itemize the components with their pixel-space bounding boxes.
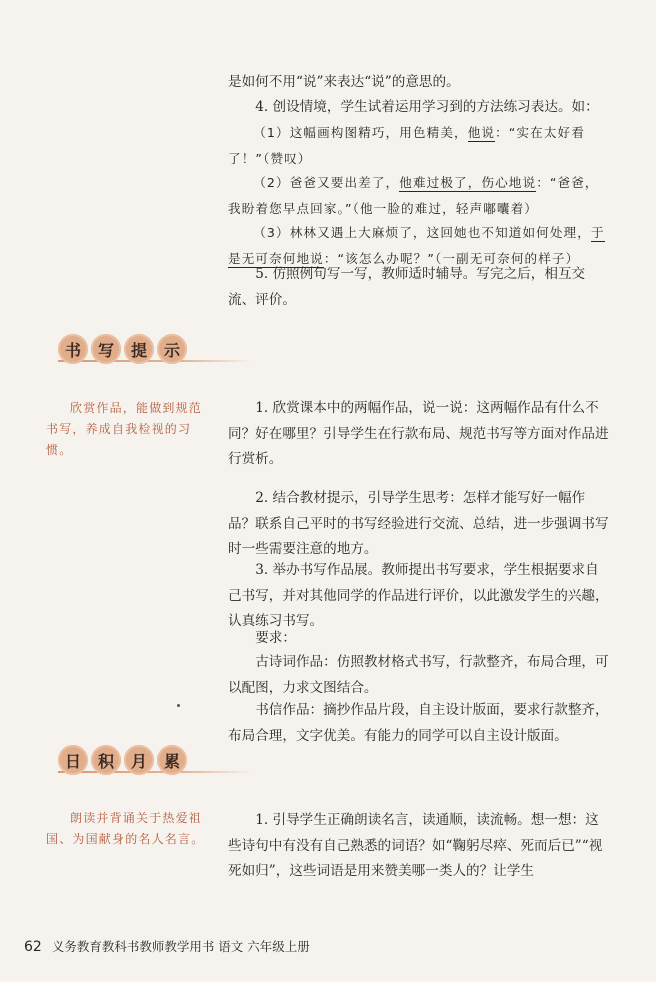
heading-char: 书 <box>58 334 88 364</box>
side-note-writing: 欣赏作品，能做到规范书写，养成自我检视的习惯。 <box>46 401 203 457</box>
book-title: 义务教育教科书教师教学用书 语文 六年级上册 <box>51 939 310 954</box>
page-number: 62 <box>24 939 42 955</box>
heading-char: 日 <box>58 745 88 775</box>
side-note-daily: 朗读并背诵关于热爱祖国、为国献身的名人名言。 <box>46 811 205 846</box>
item-5: 5. 仿照例句写一写，教师适时辅导。写完之后，相互交流、评价。 <box>228 266 586 308</box>
writing-requirements: 要求： <box>255 630 296 646</box>
heading-char: 月 <box>124 745 154 775</box>
writing-p1: 1. 欣赏课本中的两幅作品，说一说：这两幅作品有什么不同？好在哪里？引导学生在行款布局、规范书写等方面对作品进行赏析。 <box>228 400 609 467</box>
heading-char: 累 <box>157 745 187 775</box>
intro-line: 是如何不用“说”来表达“说”的意思的。 <box>228 74 460 90</box>
writing-p2: 2. 结合教材提示，引导学生思考：怎样才能写好一幅作品？联系自己平时的书写经验进行交流、总结，进一步强调书写时一些需要注意的地方。 <box>228 490 609 557</box>
heading-char: 提 <box>124 334 154 364</box>
writing-letter-req: 书信作品：摘抄作品片段，自主设计版面，要求行款整齐，布局合理，文字优美。有能力的同学可以自主设计版面。 <box>228 702 609 744</box>
writing-poem-req: 古诗词作品：仿照教材格式书写，行款整齐，布局合理，可以配图，力求文图结合。 <box>228 654 609 696</box>
example-1-underline: 他说 <box>467 125 496 140</box>
stray-dot <box>177 704 180 707</box>
section-heading-daily <box>58 743 187 777</box>
example-2-underline: 他难过极了，伤心地说 <box>399 175 537 190</box>
heading-char: 示 <box>157 334 187 364</box>
heading-char: 写 <box>91 334 121 364</box>
item-4: 4. 创设情境，学生试着运用学习到的方法练习表达。如： <box>255 99 599 115</box>
heading-char: 积 <box>91 745 121 775</box>
example-3: （3）林林又遇上大麻烦了，这回她也不知道如何处理，于是无可奈何地说：“该怎么办呢？”（一副无可奈何的样子） <box>228 225 605 266</box>
daily-p1: 1. 引导学生正确朗读名言，读通顺，读流畅。想一想：这些诗句中有没有自己熟悉的词语？如“鞠躬尽瘁、死而后已”“视死如归”，这些词语是用来赞美哪一类人的？让学生 <box>228 812 603 879</box>
writing-p3: 3. 举办书写作品展。教师提出书写要求，学生根据要求自己书写，并对其他同学的作品进行评价，以此激发学生的兴趣，认真练习书写。 <box>228 562 609 629</box>
section-heading-writing <box>58 332 187 366</box>
example-3-underline: 于是无可奈何地说 <box>228 225 605 266</box>
example-1: （1）这幅画构图精巧，用色精美，他说：“实在太好看了！”（赞叹） <box>228 125 585 166</box>
page-footer <box>24 937 310 955</box>
example-2: （2）爸爸又要出差了，他难过极了，伤心地说：“爸爸，我盼着您早点回家。”（他一脸的难过，轻声嘟囔着） <box>228 175 599 216</box>
